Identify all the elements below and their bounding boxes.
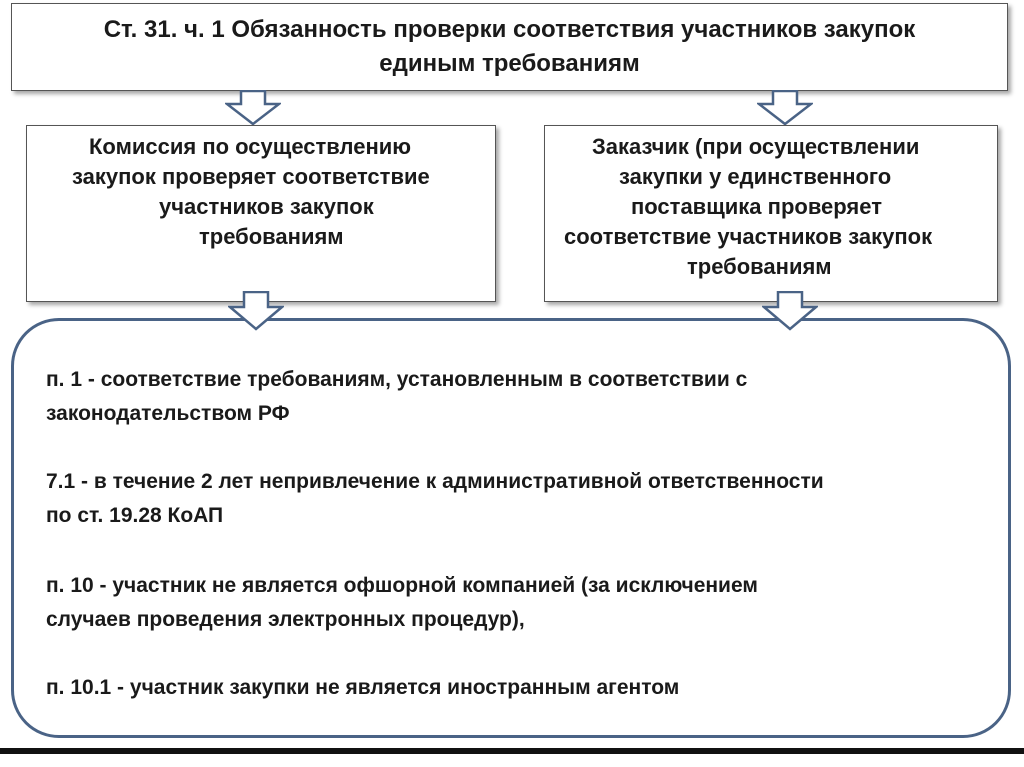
requirement-line: законодательством РФ [46, 402, 290, 425]
bottom-bar [0, 748, 1024, 754]
title-line-1: Ст. 31. ч. 1 Обязанность проверки соответствия участников закупок [103, 16, 916, 43]
customer-line: закупки у единственного [619, 164, 892, 189]
commission-line: участников закупок [159, 194, 374, 219]
requirement-line: по ст. 19.28 КоАП [46, 504, 224, 527]
commission-line: требованиям [199, 224, 344, 249]
requirement-line: п. 10 - участник не является офшорной компанией (за исключением [46, 574, 758, 597]
down-arrow-icon [757, 90, 813, 126]
customer-line: соответствие участников закупок [564, 224, 933, 249]
down-arrow-icon [228, 291, 284, 331]
commission-line: закупок проверяет соответствие [72, 164, 430, 189]
requirement-line: 7.1 - в течение 2 лет непривлечение к административной ответственности [46, 470, 824, 493]
requirement-line: п. 10.1 - участник закупки не является иностранным агентом [46, 676, 680, 699]
commission-box [26, 125, 496, 302]
down-arrow-icon [762, 291, 818, 331]
requirement-item [46, 465, 824, 533]
requirement-line: п. 1 - соответствие требованиям, установленным в соответствии с [46, 368, 748, 391]
down-arrow-icon [225, 90, 281, 126]
customer-line: поставщика проверяет [631, 194, 882, 219]
requirement-item [46, 569, 758, 637]
customer-line: требованиям [687, 254, 832, 279]
title-box [11, 3, 1008, 91]
customer-line: Заказчик (при осуществлении [592, 134, 920, 159]
requirement-item [46, 363, 747, 431]
commission-line: Комиссия по осуществлению [89, 134, 412, 159]
requirements-box [11, 318, 1011, 738]
title-line-2: единым требованиям [379, 50, 640, 77]
customer-box [544, 125, 998, 302]
requirement-line: случаев проведения электронных процедур), [46, 608, 525, 631]
requirement-item [46, 671, 679, 705]
